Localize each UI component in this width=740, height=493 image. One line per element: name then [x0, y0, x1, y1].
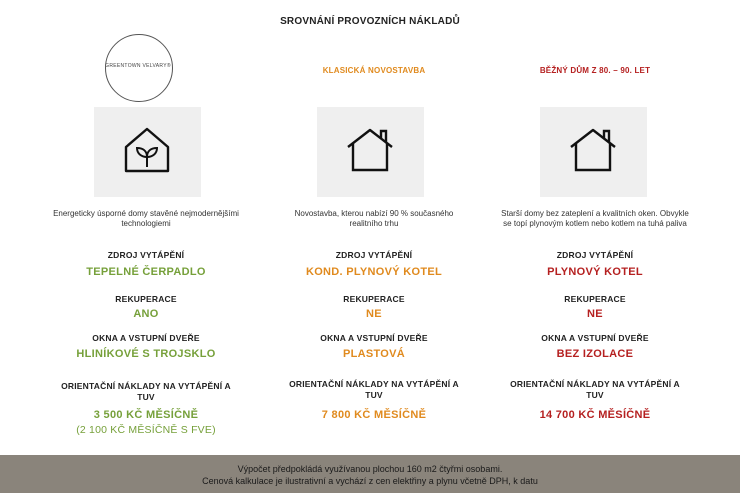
recuperation-label: REKUPERACE [564, 294, 626, 304]
heating-label: ZDROJ VYTÁPĚNÍ [335, 250, 413, 260]
page-title: SROVNÁNÍ PROVOZNÍCH NÁKLADŮ [280, 16, 460, 27]
windows-value: PLASTOVÁ [342, 348, 406, 360]
house-icon [568, 125, 618, 175]
footer-line-2: Cenová kalkulace je ilustrativní a vychází z cen elektřiny a plynu včetně DPH, k datu [202, 476, 538, 486]
column-description: Novostavba, kterou nabízí 90 % současného realitního trhu [294, 209, 454, 228]
recuperation-value: NE [587, 308, 603, 320]
heating-value: KOND. PLYNOVÝ KOTEL [305, 266, 443, 278]
column-greentown [41, 0, 251, 455]
heating-value: TEPELNÉ ČERPADLO [86, 266, 206, 278]
windows-label: OKNA A VSTUPNÍ DVEŘE [320, 333, 428, 343]
column-description: Energeticky úsporné domy stavěné nejmodernějšími technologiemi [53, 209, 239, 228]
house-with-plant-icon [122, 125, 172, 175]
windows-value: BEZ IZOLACE [556, 348, 634, 360]
heating-label: ZDROJ VYTÁPĚNÍ [107, 250, 185, 260]
cost-subvalue: (2 100 KČ MĚSÍČNĚ S FVE) [76, 424, 216, 436]
icon-box [317, 107, 424, 197]
cost-label: ORIENTAČNÍ NÁKLADY NA VYTÁPĚNÍ A TUV [61, 381, 231, 402]
recuperation-value: ANO [133, 308, 159, 320]
column-heading: BĚŽNÝ DŮM Z 80. – 90. LET [539, 66, 651, 75]
footer-line-1: Výpočet předpokládá využívanou plochou 160 m2 čtyřmi osobami. [237, 464, 503, 474]
recuperation-label: REKUPERACE [343, 294, 405, 304]
recuperation-label: REKUPERACE [115, 294, 177, 304]
column-classic-newbuild [269, 0, 479, 455]
cost-value: 3 500 KČ MĚSÍČNĚ [93, 409, 199, 421]
column-old-house [490, 0, 700, 455]
cost-value: 7 800 KČ MĚSÍČNĚ [321, 409, 427, 421]
cost-label: ORIENTAČNÍ NÁKLADY NA VYTÁPĚNÍ A TUV [510, 379, 680, 400]
heating-label: ZDROJ VYTÁPĚNÍ [556, 250, 634, 260]
column-heading: KLASICKÁ NOVOSTAVBA [322, 66, 426, 75]
house-icon [345, 125, 395, 175]
column-description: Starší domy bez zateplení a kvalitních oken. Obvykle se topí plynovým kotlem nebo kotlem na tuhá paliva [501, 209, 689, 228]
recuperation-value: NE [366, 308, 382, 320]
icon-box [94, 107, 201, 197]
heating-value: PLYNOVÝ KOTEL [547, 266, 643, 278]
icon-box [540, 107, 647, 197]
windows-label: OKNA A VSTUPNÍ DVEŘE [92, 333, 200, 343]
windows-value: HLINÍKOVÉ S TROJSKLO [76, 348, 216, 360]
windows-label: OKNA A VSTUPNÍ DVEŘE [541, 333, 649, 343]
cost-label: ORIENTAČNÍ NÁKLADY NA VYTÁPĚNÍ A TUV [289, 379, 459, 400]
cost-value: 14 700 KČ MĚSÍČNĚ [539, 409, 651, 421]
footer-note [0, 455, 740, 493]
brand-logo-text: GREENTOWN VELVARY® [105, 63, 171, 69]
